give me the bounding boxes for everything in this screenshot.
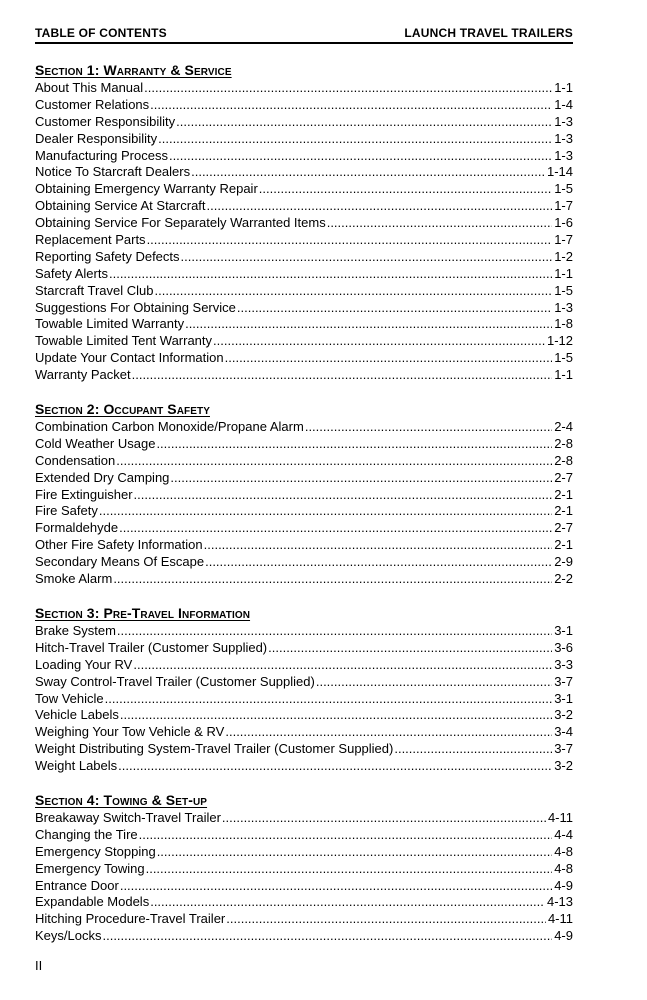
dot-leader (222, 810, 546, 827)
toc-entry-page: 1-5 (554, 350, 573, 366)
toc-entry-page: 4-8 (554, 843, 573, 859)
toc-entry-title: Formaldehyde (35, 520, 119, 536)
toc-entry-title: Customer Relations (35, 96, 150, 112)
dot-leader (158, 131, 552, 148)
toc-entry-page: 1-14 (546, 164, 573, 180)
dot-leader (105, 691, 553, 708)
toc-entry (35, 249, 573, 266)
toc-sections (35, 61, 573, 945)
toc-section-4 (35, 791, 573, 945)
toc-entry-page: 4-11 (547, 809, 573, 825)
toc-entry-page: 4-9 (554, 877, 573, 893)
toc-entry (35, 266, 573, 283)
section-title: Section 4: Towing & Set-up (35, 791, 208, 808)
toc-entry-page: 1-5 (554, 282, 573, 298)
toc-entry-title: Hitching Procedure-Travel Trailer (35, 911, 226, 927)
toc-entry (35, 470, 573, 487)
dot-leader (226, 911, 546, 928)
toc-entry-page: 3-4 (554, 724, 573, 740)
dot-leader (327, 215, 553, 232)
dot-leader (139, 827, 553, 844)
toc-entry-title: Combination Carbon Monoxide/Propane Alarm (35, 419, 304, 435)
toc-entry-title: Weight Labels (35, 758, 118, 774)
toc-entry (35, 810, 573, 827)
toc-entry-title: Suggestions For Obtaining Service (35, 299, 236, 315)
toc-entry-page: 2-1 (554, 537, 573, 553)
dot-leader (225, 350, 553, 367)
toc-entry-title: Notice To Starcraft Dealers (35, 164, 191, 180)
toc-entry (35, 844, 573, 861)
toc-entry (35, 537, 573, 554)
toc-entry-title: Sway Control-Travel Trailer (Customer Supplied) (35, 673, 315, 689)
dot-leader (146, 861, 553, 878)
toc-entry (35, 131, 573, 148)
dot-leader (119, 520, 552, 537)
toc-section-1 (35, 61, 573, 384)
dot-leader (157, 844, 553, 861)
dot-leader (120, 707, 552, 724)
toc-entry (35, 758, 573, 775)
dot-leader (99, 503, 552, 520)
toc-entry-page: 3-6 (554, 639, 573, 655)
toc-entry-page: 2-8 (554, 452, 573, 468)
toc-entry (35, 333, 573, 350)
dot-leader (207, 198, 553, 215)
toc-entry-page: 1-7 (554, 232, 573, 248)
toc-entry (35, 300, 573, 317)
toc-entry-page: 4-8 (554, 860, 573, 876)
dot-leader (147, 232, 553, 249)
dot-leader (225, 724, 552, 741)
toc-entry-title: Secondary Means Of Escape (35, 554, 205, 570)
toc-entry (35, 215, 573, 232)
toc-entry-title: Condensation (35, 452, 116, 468)
toc-entry (35, 181, 573, 198)
toc-entry (35, 503, 573, 520)
dot-leader (237, 300, 552, 317)
dot-leader (156, 436, 552, 453)
toc-entry-page: 1-7 (554, 198, 573, 214)
dot-leader (116, 453, 552, 470)
toc-entry-title: Towable Limited Tent Warranty (35, 333, 213, 349)
toc-entry-page: 1-1 (554, 367, 573, 383)
toc-entry-title: Safety Alerts (35, 265, 108, 281)
dot-leader (268, 640, 552, 657)
dot-leader (144, 80, 552, 97)
toc-entry-page: 3-7 (554, 673, 573, 689)
toc-entry-title: Starcraft Travel Club (35, 282, 154, 298)
toc-entry-page: 3-7 (554, 741, 573, 757)
toc-entry (35, 911, 573, 928)
dot-leader (170, 470, 552, 487)
toc-entry (35, 827, 573, 844)
toc-entry-page: 1-6 (554, 215, 573, 231)
toc-entry-title: Cold Weather Usage (35, 435, 156, 451)
toc-entry-title: Fire Safety (35, 503, 98, 519)
toc-entry (35, 148, 573, 165)
toc-entry-page: 1-3 (554, 113, 573, 129)
dot-leader (181, 249, 553, 266)
toc-entry-page: 2-1 (554, 486, 573, 502)
toc-entry-page: 3-2 (554, 758, 573, 774)
toc-entry-title: Update Your Contact Information (35, 350, 224, 366)
dot-leader (150, 97, 552, 114)
toc-entry-title: Other Fire Safety Information (35, 537, 203, 553)
toc-entry-title: Vehicle Labels (35, 707, 119, 723)
toc-entry-title: Entrance Door (35, 877, 119, 893)
toc-section-3 (35, 604, 573, 775)
toc-entry (35, 453, 573, 470)
dot-leader (113, 571, 552, 588)
toc-entry-title: Smoke Alarm (35, 571, 113, 587)
toc-entry-title: Customer Responsibility (35, 113, 176, 129)
toc-entry-page: 1-4 (554, 96, 573, 112)
section-title: Section 1: Warranty & Service (35, 62, 232, 78)
toc-entry (35, 164, 573, 181)
toc-entry-page: 1-2 (554, 248, 573, 264)
toc-entry-title: Loading Your RV (35, 656, 133, 672)
toc-entry-title: Hitch-Travel Trailer (Customer Supplied) (35, 639, 268, 655)
section-title: Section 3: Pre-Travel Information (35, 604, 251, 621)
dot-leader (118, 758, 552, 775)
toc-entry-title: Weight Distributing System-Travel Trailer (Customer Supplied) (35, 741, 394, 757)
toc-entry-page: 4-4 (554, 826, 573, 842)
toc-section-2 (35, 400, 573, 588)
toc-entry-title: Tow Vehicle (35, 690, 104, 706)
toc-entry (35, 283, 573, 300)
dot-leader (205, 554, 552, 571)
toc-entry-page: 4-11 (547, 911, 573, 927)
toc-entry-title: About This Manual (35, 80, 144, 95)
toc-entry-title: Dealer Responsibility (35, 130, 158, 146)
toc-entry (35, 674, 573, 691)
toc-entry-title: Reporting Safety Defects (35, 248, 180, 264)
dot-leader (185, 316, 552, 333)
toc-entry (35, 316, 573, 333)
dot-leader (117, 623, 552, 640)
toc-entry-title: Keys/Locks (35, 928, 102, 944)
page-number: II (35, 958, 43, 973)
dot-leader (150, 894, 545, 911)
section-entries (35, 623, 573, 775)
toc-entry-page: 3-2 (554, 707, 573, 723)
dot-leader (133, 657, 552, 674)
toc-entry (35, 419, 573, 436)
toc-entry-page: 2-9 (554, 554, 573, 570)
toc-entry-page: 1-12 (546, 333, 573, 349)
toc-entry-page: 2-2 (554, 571, 573, 587)
toc-entry-title: Manufacturing Process (35, 147, 168, 163)
toc-entry-title: Brake System (35, 622, 116, 638)
toc-entry (35, 861, 573, 878)
dot-leader (155, 283, 553, 300)
toc-entry (35, 657, 573, 674)
dot-leader (169, 148, 552, 165)
toc-entry-title: Emergency Stopping (35, 843, 156, 859)
section-entries (35, 810, 573, 945)
toc-entry-page: 1-3 (554, 147, 573, 163)
toc-entry-title: Changing the Tire (35, 826, 138, 842)
toc-entry-title: Towable Limited Warranty (35, 316, 185, 332)
dot-leader (394, 741, 552, 758)
toc-entry (35, 724, 573, 741)
toc-entry-page: 3-1 (554, 690, 573, 706)
header-title: TABLE OF CONTENTS (35, 26, 167, 40)
toc-entry (35, 894, 573, 911)
toc-entry-page: 3-3 (554, 656, 573, 672)
toc-entry (35, 571, 573, 588)
toc-entry (35, 350, 573, 367)
toc-entry (35, 707, 573, 724)
toc-entry-title: Expandable Models (35, 894, 150, 910)
toc-entry-page: 1-5 (554, 181, 573, 197)
dot-leader (191, 164, 545, 181)
toc-entry (35, 640, 573, 657)
page-header (35, 26, 573, 41)
dot-leader (176, 114, 552, 131)
dot-leader (259, 181, 552, 198)
toc-entry (35, 97, 573, 114)
toc-entry-title: Warranty Packet (35, 367, 131, 383)
toc-entry (35, 878, 573, 895)
toc-entry-page: 2-8 (554, 435, 573, 451)
toc-entry-title: Obtaining Service At Starcraft (35, 198, 206, 214)
toc-entry-page: 2-7 (554, 469, 573, 485)
toc-entry (35, 520, 573, 537)
toc-entry-title: Extended Dry Camping (35, 469, 170, 485)
toc-entry (35, 198, 573, 215)
toc-entry-page: 2-7 (554, 520, 573, 536)
toc-entry-page: 2-1 (554, 503, 573, 519)
toc-entry-page: 3-1 (554, 622, 573, 638)
toc-entry (35, 80, 573, 97)
toc-entry (35, 554, 573, 571)
toc-entry (35, 623, 573, 640)
toc-entry-page: 1-1 (554, 80, 573, 95)
toc-entry-title: Emergency Towing (35, 860, 145, 876)
toc-entry (35, 928, 573, 945)
toc-page (35, 26, 573, 945)
dot-leader (316, 674, 552, 691)
toc-entry (35, 367, 573, 384)
section-entries (35, 80, 573, 384)
header-document-name: LAUNCH TRAVEL TRAILERS (404, 26, 573, 40)
dot-leader (213, 333, 545, 350)
dot-leader (305, 419, 552, 436)
toc-entry-page: 1-3 (554, 130, 573, 146)
section-title: Section 2: Occupant Safety (35, 401, 210, 418)
toc-entry (35, 691, 573, 708)
section-entries (35, 419, 573, 588)
toc-entry (35, 232, 573, 249)
toc-entry-page: 1-3 (554, 299, 573, 315)
dot-leader (132, 367, 553, 384)
toc-entry-page: 1-1 (554, 265, 573, 281)
toc-entry-title: Obtaining Service For Separately Warranted Items (35, 215, 326, 231)
toc-entry (35, 114, 573, 131)
toc-entry-page: 4-9 (554, 928, 573, 944)
toc-entry (35, 741, 573, 758)
toc-entry-title: Fire Extinguisher (35, 486, 133, 502)
toc-entry-title: Breakaway Switch-Travel Trailer (35, 809, 221, 825)
toc-entry-page: 1-8 (554, 316, 573, 332)
dot-leader (102, 928, 552, 945)
header-divider (35, 42, 573, 44)
dot-leader (120, 878, 552, 895)
toc-entry (35, 487, 573, 504)
toc-entry-title: Obtaining Emergency Warranty Repair (35, 181, 258, 197)
toc-entry (35, 436, 573, 453)
dot-leader (204, 537, 553, 554)
dot-leader (109, 266, 552, 283)
dot-leader (134, 487, 553, 504)
toc-entry-page: 4-13 (546, 894, 573, 910)
toc-entry-title: Weighing Your Tow Vehicle & RV (35, 724, 225, 740)
toc-entry-title: Replacement Parts (35, 232, 146, 248)
toc-entry-page: 2-4 (554, 419, 573, 435)
